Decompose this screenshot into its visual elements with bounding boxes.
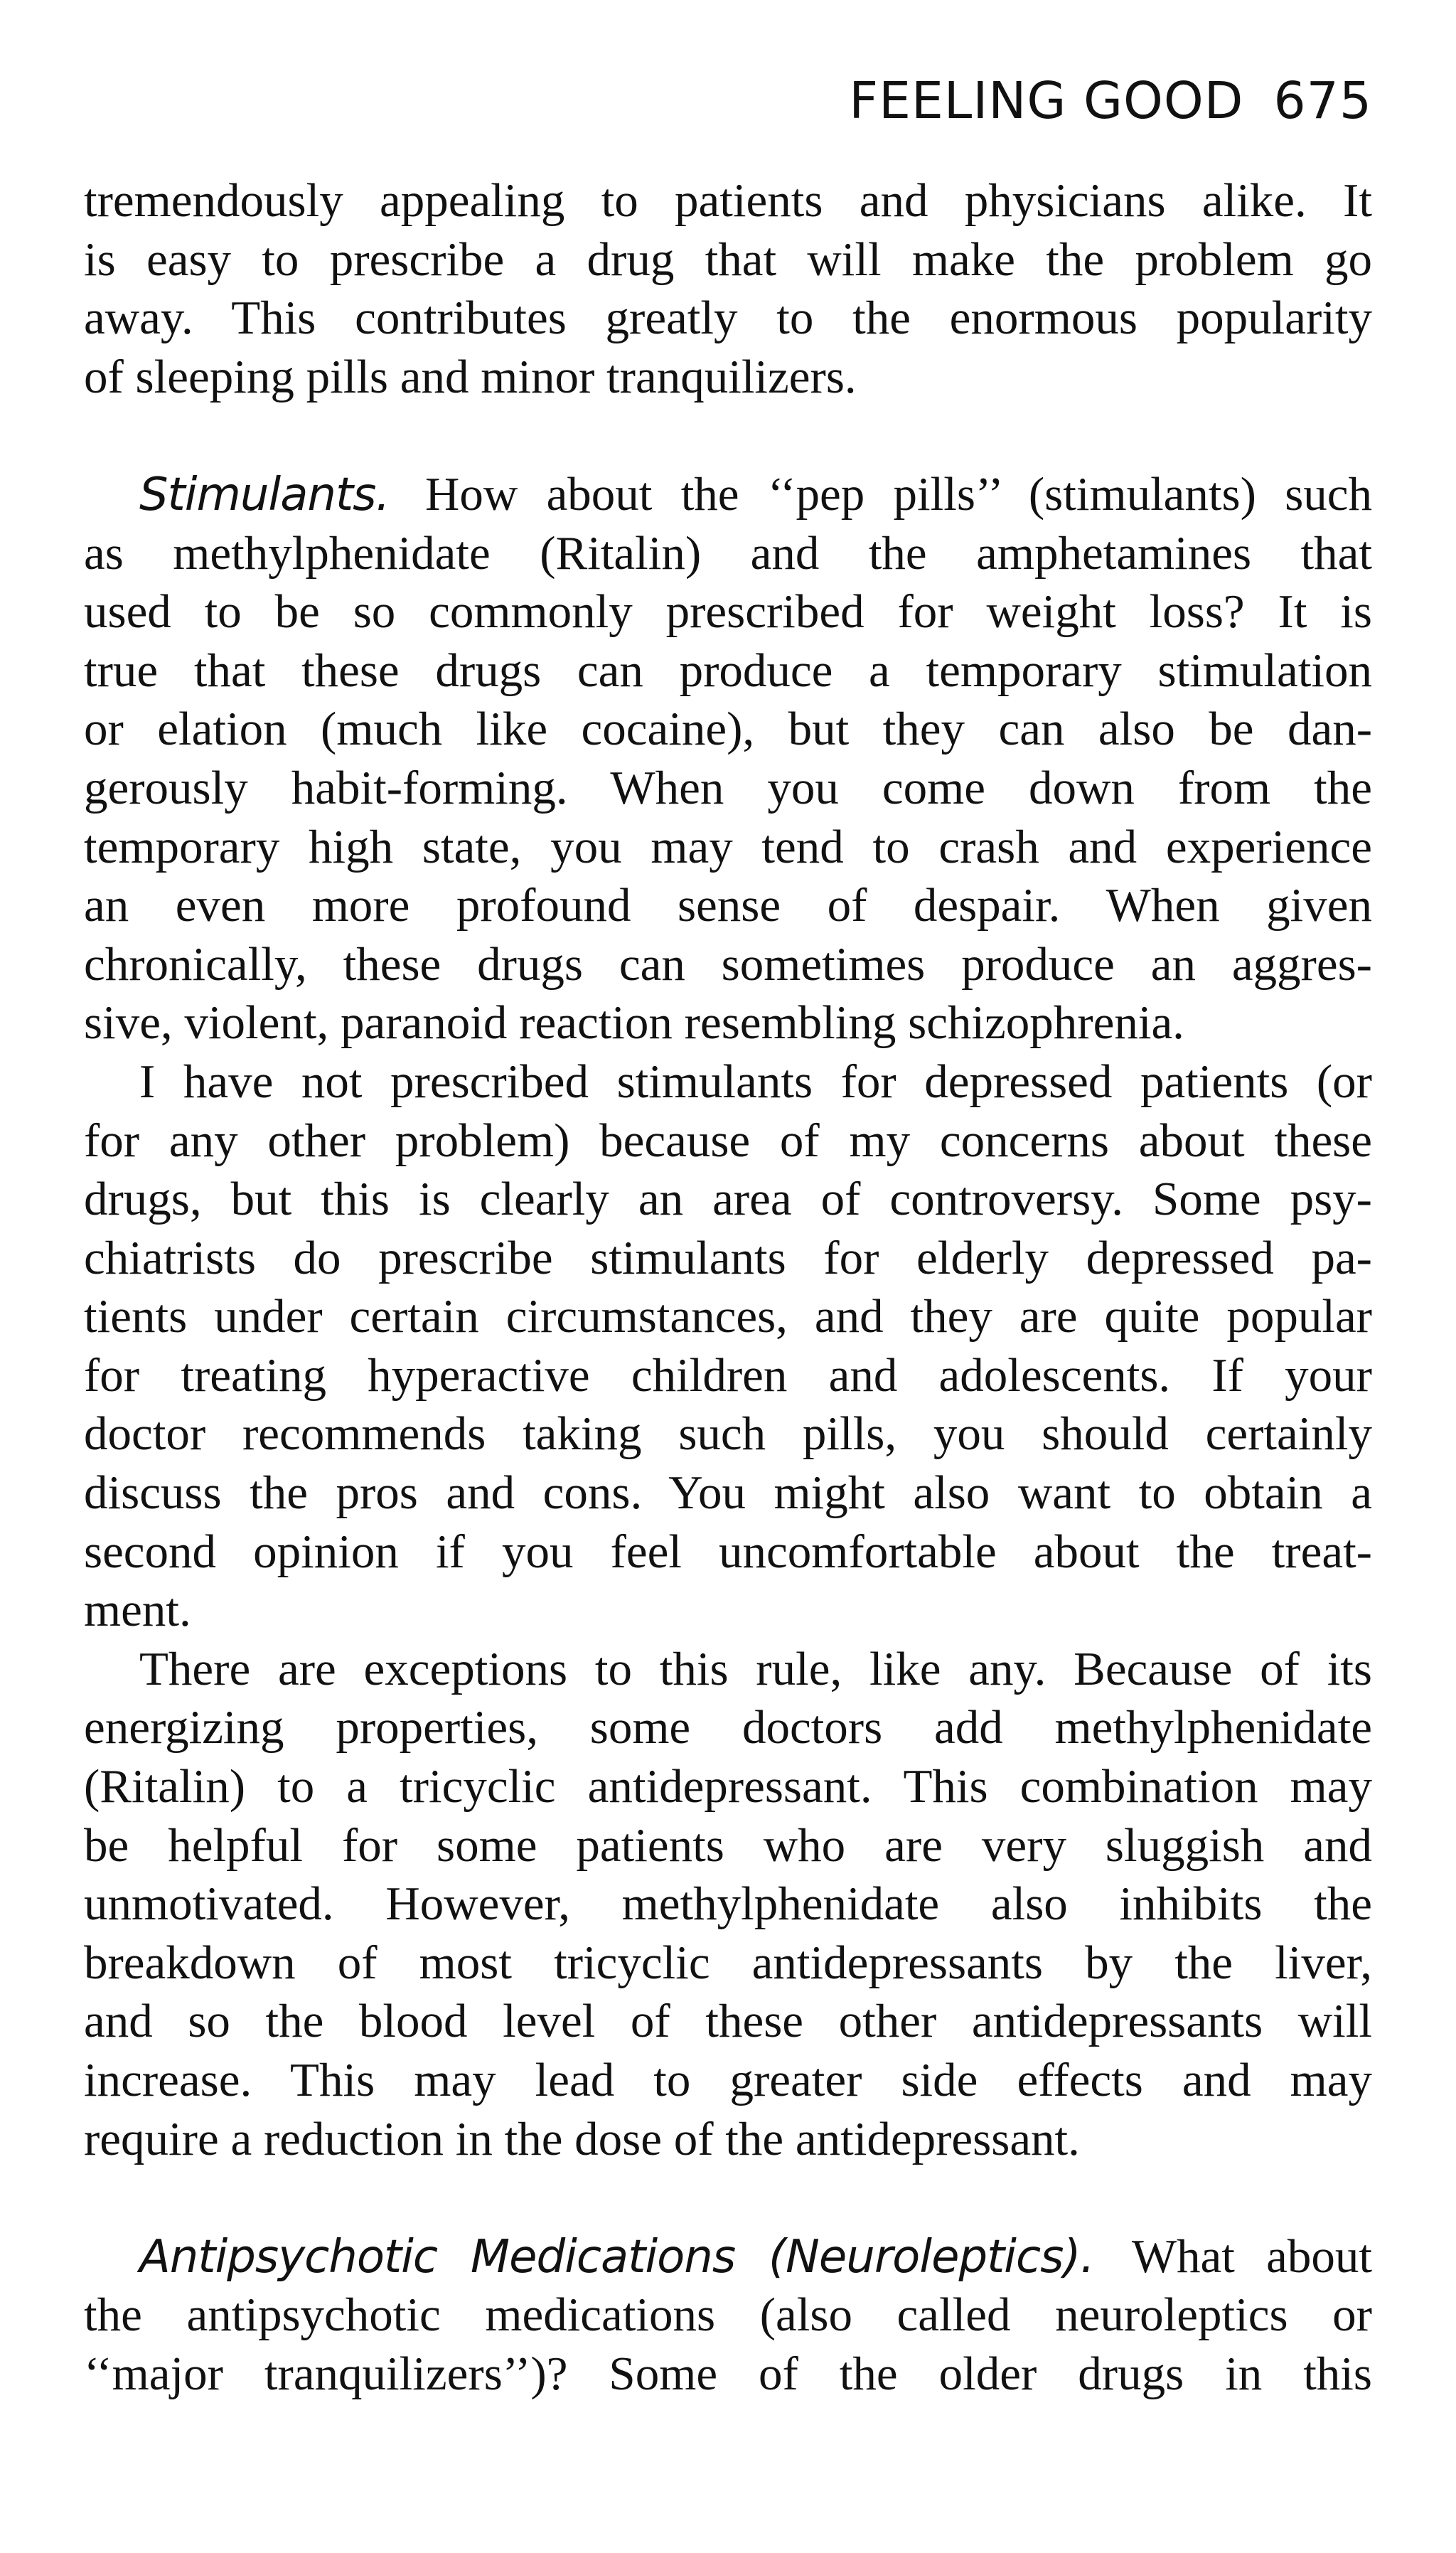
text-line: ‘‘major tranquilizers’’)? Some of the older drugs in this <box>84 2347 1372 2400</box>
text-line: I have not prescribed stimulants for depressed patients (or <box>139 1055 1372 1108</box>
text-line: breakdown of most tricyclic antidepressants by the liver, <box>84 1936 1372 1989</box>
text-line: or elation (much like cocaine), but they can also be dan- <box>84 703 1372 756</box>
text-line: used to be so commonly prescribed for weight loss? It is <box>84 585 1372 639</box>
text-line <box>84 465 1372 524</box>
paragraph-exceptions <box>84 1640 1372 2168</box>
paragraph-antipsychotic <box>84 2227 1372 2404</box>
text-line: There are exceptions to this rule, like any. Because of its <box>139 1642 1372 1695</box>
text-line: increase. This may lead to greater side effects and may <box>84 2054 1372 2106</box>
text-line: second opinion if you feel uncomfortable about the treat- <box>84 1525 1372 1578</box>
running-title: FEELING GOOD <box>849 71 1244 130</box>
text-line: chiatrists do prescribe stimulants for elderly depressed pa- <box>84 1231 1372 1284</box>
section-gap <box>84 2168 1372 2227</box>
section-heading-stimulants: Stimulants. <box>139 468 390 521</box>
text-line: temporary high state, you may tend to crash and experience <box>84 820 1372 873</box>
text-line: as methylphenidate (Ritalin) and the amphetamines that <box>84 526 1372 580</box>
text-line: the antipsychotic medications (also called neuroleptics or <box>84 2288 1372 2342</box>
text-line: energizing properties, some doctors add methylphenidate <box>84 1701 1372 1754</box>
section-gap <box>84 406 1372 465</box>
text-run: How about the ‘‘pep pills’’ (stimulants) such <box>425 467 1372 521</box>
text-line: require a reduction in the dose of the antidepressant. <box>84 2112 1080 2165</box>
text-line: an even more profound sense of despair. When given <box>84 879 1372 932</box>
paragraph-stimulants <box>84 465 1372 1052</box>
text-line: is easy to prescribe a drug that will make the problem go <box>84 233 1372 286</box>
text-line: gerously habit-forming. When you come down from the <box>84 761 1372 814</box>
text-line: chronically, these drugs can sometimes produce an aggres- <box>84 937 1372 991</box>
paragraph-prescribing <box>84 1052 1372 1640</box>
text-line: and so the blood level of these other antidepressants will <box>84 1995 1372 2048</box>
text-line: drugs, but this is clearly an area of controversy. Some psy- <box>84 1173 1372 1226</box>
text-line: be helpful for some patients who are very sluggish and <box>84 1818 1372 1872</box>
text-line: discuss the pros and cons. You might also want to obtain a <box>84 1466 1372 1520</box>
body-text <box>84 171 1372 2404</box>
text-line: unmotivated. However, methylphenidate also inhibits the <box>84 1877 1372 1931</box>
text-line: tients under certain circumstances, and they are quite popular <box>84 1290 1372 1343</box>
text-line: doctor recommends taking such pills, you should certainly <box>84 1407 1372 1461</box>
section-heading-antipsychotic: Antipsychotic Medications (Neuroleptics). <box>139 2230 1094 2283</box>
text-line: true that these drugs can produce a temporary stimulation <box>84 644 1372 697</box>
running-head <box>849 71 1372 130</box>
text-line: ment. <box>84 1584 191 1637</box>
text-line: for treating hyperactive children and adolescents. If your <box>84 1348 1372 1402</box>
paragraph-continuation <box>84 171 1372 406</box>
text-line: sive, violent, paranoid reaction resembling schizophrenia. <box>84 996 1184 1050</box>
text-line: away. This contributes greatly to the enormous popularity <box>84 292 1372 345</box>
text-line: tremendously appealing to patients and physicians alike. It <box>84 174 1372 227</box>
text-line: (Ritalin) to a tricyclic antidepressant. This combination may <box>84 1760 1372 1813</box>
text-line: of sleeping pills and minor tranquilizers. <box>84 350 857 403</box>
text-line: for any other problem) because of my concerns about these <box>84 1114 1372 1167</box>
text-run: What about <box>1131 2229 1372 2283</box>
text-line <box>84 2227 1372 2286</box>
page-number: 675 <box>1273 71 1372 130</box>
